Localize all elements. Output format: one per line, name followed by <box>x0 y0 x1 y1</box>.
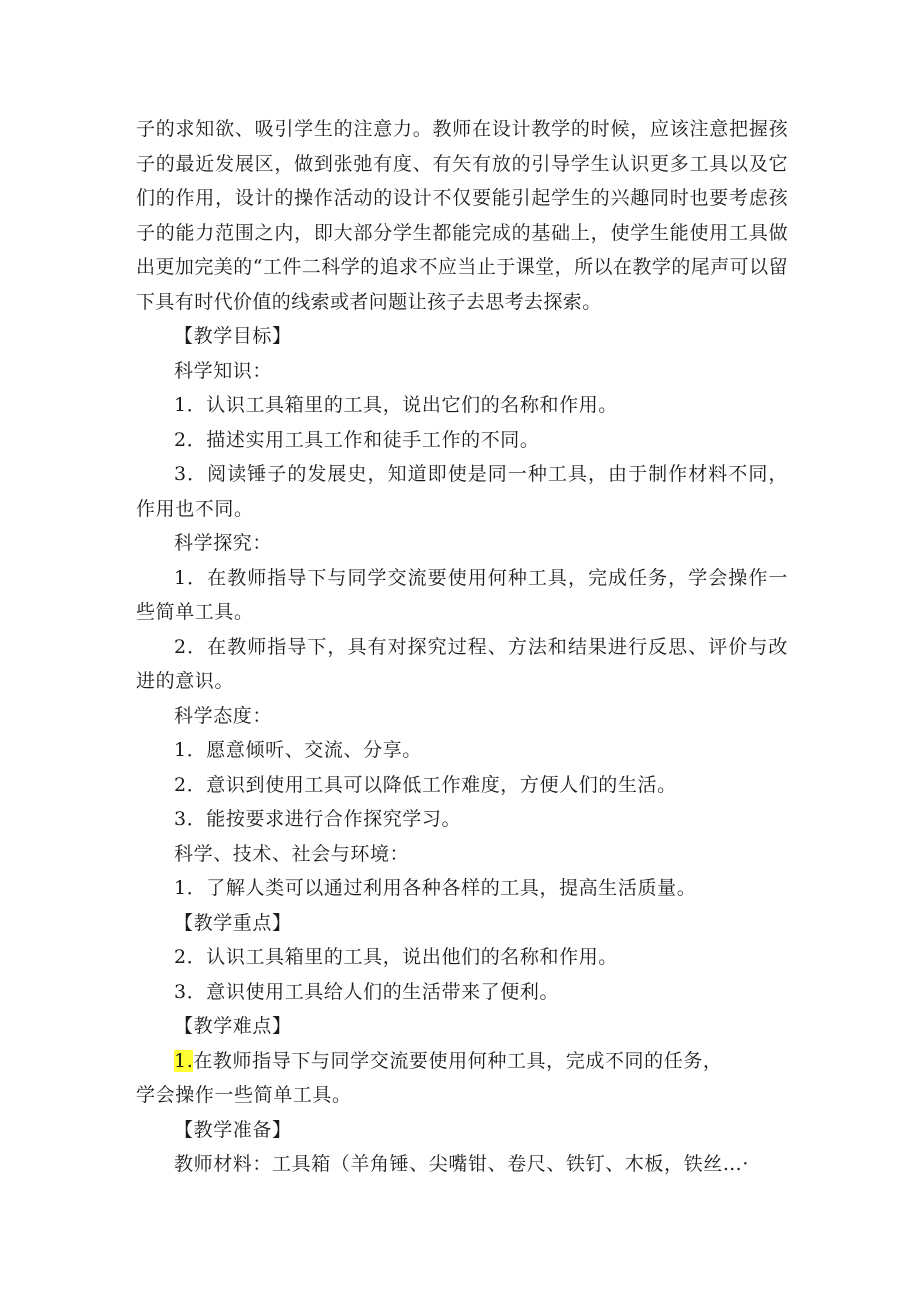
sts-item: 1．了解人类可以通过利用各种各样的工具，提高生活质量。 <box>174 877 697 899</box>
knowledge-item: 3．阅读锤子的发展史，知道即使是同一种工具，由于制作材料不同，作用也不同。 <box>136 463 788 520</box>
intro-line: 们的作用，设计的操作活动的设计不仅要能引起学生的兴趣同时也要考虑孩 <box>136 187 788 209</box>
sts-title: 科学、技术、社会与环境： <box>174 842 410 865</box>
intro-line: 留下具有时代价值的线索或者问题让孩子去思考去探索。 <box>136 256 788 313</box>
inquiry-title: 科学探究： <box>174 532 273 554</box>
knowledge-item: 2．描述实用工具工作和徒手工作的不同。 <box>174 428 540 451</box>
preparation-heading: 【教学准备】 <box>174 1118 292 1141</box>
inquiry-item: 1．在教师指导下与同学交流要使用何种工具，完成任务，学会操作一些简单工具。 <box>136 566 788 623</box>
intro-line: 子的最近发展区，做到张弛有度、有矢有放的引导学生认识更多工具以及它 <box>136 152 788 175</box>
intro-line: 子的求知欲、吸引学生的注意力。教师在设计教学的时候，应该注意把握孩 <box>136 118 788 140</box>
document-page <box>136 112 788 1182</box>
attitude-item: 3．能按要求进行合作探究学习。 <box>174 808 462 830</box>
teacher-materials: 教师材料：工具箱（羊角锤、尖嘴钳、卷尺、铁钉、木板，铁丝…· <box>174 1153 750 1175</box>
difficulty-continuation: 学会操作一些简单工具。 <box>136 1084 352 1106</box>
key-points-heading: 【教学重点】 <box>174 911 292 934</box>
attitude-item: 2．意识到使用工具可以降低工作难度，方便人们的生活。 <box>174 773 677 796</box>
intro-paragraph <box>136 112 788 319</box>
goals-heading: 【教学目标】 <box>174 325 292 347</box>
intro-line: 出更加完美的“工件二科学的追求不应当止于课堂，所以在教学的尾声可以 <box>136 256 769 278</box>
inquiry-item: 2．在教师指导下，具有对探究过程、方法和结果进行反思、评价与改进的意识。 <box>136 635 788 692</box>
knowledge-title: 科学知识： <box>174 359 273 382</box>
intro-line: 子的能力范围之内，即大部分学生都能完成的基础上，使学生能使用工具做 <box>136 221 788 244</box>
attitude-item: 1．愿意倾听、交流、分享。 <box>174 739 422 761</box>
key-point-item: 2．认识工具箱里的工具，说出他们的名称和作用。 <box>174 946 618 968</box>
difficulty-number: 1. <box>174 1049 194 1072</box>
attitude-title: 科学态度： <box>174 704 273 727</box>
knowledge-item: 1．认识工具箱里的工具，说出它们的名称和作用。 <box>174 394 618 416</box>
difficulty-text: 在教师指导下与同学交流要使用何种工具，完成不同的任务， <box>193 1049 723 1072</box>
difficulty-item <box>136 1044 788 1079</box>
difficulties-heading: 【教学难点】 <box>174 1015 292 1037</box>
key-point-item: 3．意识使用工具给人们的生活带来了便利。 <box>174 980 560 1003</box>
